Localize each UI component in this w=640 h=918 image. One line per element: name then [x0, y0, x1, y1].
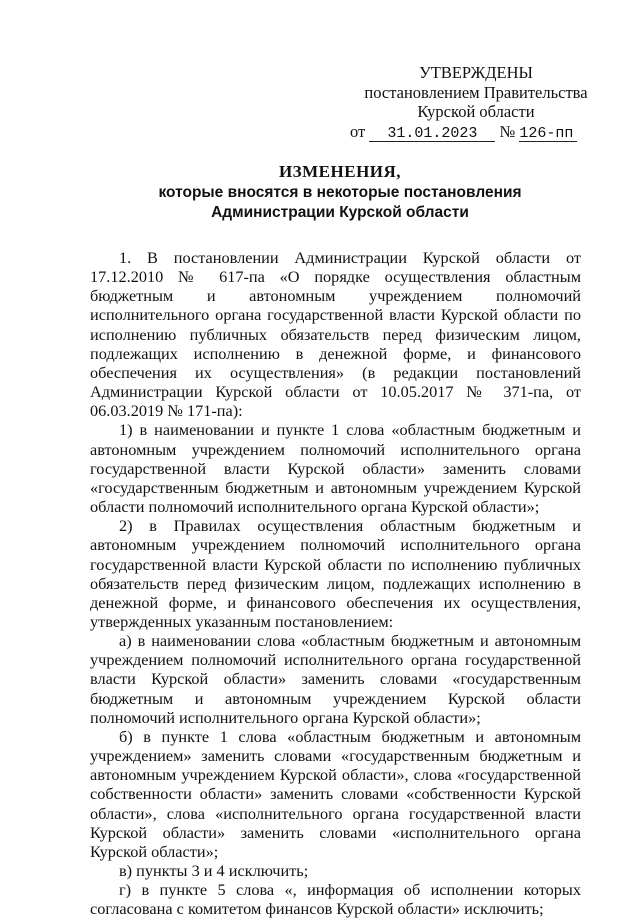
approval-heading: УТВЕРЖДЕНЫ [419, 63, 533, 82]
approval-number: 126-пп [519, 126, 577, 142]
approval-region: Курской области [417, 102, 535, 121]
document-body [90, 248, 581, 918]
title-subtitle-2: Администрации Курской области [211, 204, 469, 221]
date-prefix: от [350, 121, 366, 141]
paragraph-1: 1. В постановлении Администрации Курской области от 17.12.2010 № 617-па «О порядке осуществления областным бюджетным и автономным учреждением полномочий исполнительного органа государственной власти Курской области по исполнению публичных обязательств перед физическим лицом, подлежащих исполнению в денежной форме, и финансового обеспечения их осуществления» (в редакции постановлений Администрации Курской области от 10.05.2017 № 371-па, от 06.03.2019 № 171-па): [90, 248, 581, 421]
paragraph-1-2-v: в) пункты 3 и 4 исключить; [119, 861, 309, 880]
document-title [90, 161, 590, 223]
approval-issuer: постановлением Правительства [364, 82, 588, 102]
approval-date-line [350, 122, 600, 142]
paragraph-1-2-a: а) в наименовании слова «областным бюджетным и автономным учреждением полномочий исполнительного органа государственной власти Курской области» заменить словами «государственным бюджетным и автономным учреждением Курской области полномочий исполнительного органа Курской области»; [90, 631, 581, 727]
paragraph-1-2-g: г) в пункте 5 слова «, информация об исполнении которых согласована с комитетом финансов Курской области» исключить; [90, 880, 581, 918]
paragraph-1-2-b: б) в пункте 1 слова «областным бюджетным и автономным учреждением» заменить словами «государственным бюджетным и автономным учреждением Курской области», слова «государственной собственности области» заменить словами «собственности Курской области», слова «исполнительного органа государственной власти Курской области» заменить словами «исполнительного органа Курской области»; [90, 726, 581, 861]
approval-date: 31.01.2023 [369, 126, 495, 142]
title-heading: ИЗМЕНЕНИЯ, [278, 162, 402, 181]
approval-stamp [352, 63, 600, 142]
paragraph-1-2: 2) в Правилах осуществления областным бюджетным и автономным учреждением полномочий исполнительного органа государственной власти Курской области по исполнению публичных обязательств перед физическим лицом, подлежащих исполнению в денежной форме, и финансового обеспечения их осуществления, утвержденных указанным постановлением: [90, 516, 581, 631]
number-prefix: № [499, 121, 516, 141]
paragraph-1-1: 1) в наименовании и пункте 1 слова «областным бюджетным и автономным учреждением полномочий исполнительного органа государственной власти Курской области» заменить словами «государственным бюджетным и автономным учреждением Курской области полномочий исполнительного органа Курской области»; [90, 420, 581, 517]
title-subtitle-1: которые вносятся в некоторые постановления [158, 184, 522, 201]
